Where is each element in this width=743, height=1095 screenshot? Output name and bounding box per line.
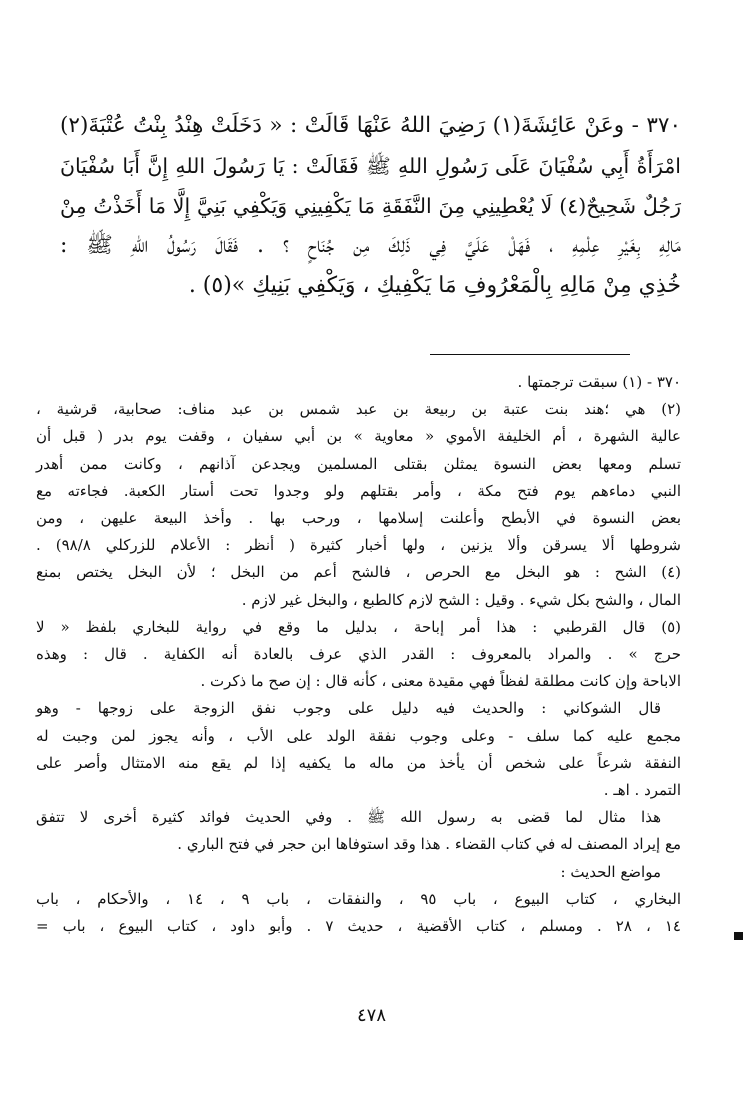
- footnote-line: قال الشوكاني : والحديث فيه دليل على وجوب نفق الزوجة على زوجها - وهو: [36, 699, 661, 718]
- footnote-line: (٢) هي ؛هند بنت عتبة بن ربيعة بن عبد شمس بن عبد مناف: صحابية، قرشية ،: [36, 400, 681, 419]
- hadith-line: امْرَأَةُ أَبِي سُفْيَانَ عَلَى رَسُولِ اللهِ ﷺ فَقَالَتْ : يَا رَسُولَ اللهِ إِنَّ أَبَا سُفْيَانَ: [60, 154, 681, 178]
- scan-edge-mark: [734, 932, 743, 940]
- hadith-line: مَالِهِ بِغَيْرِ عِلْمِهِ ، فَهَلْ عَلَيَّ فِي ذَلِكَ مِن جُنَاحٍ ؟ . فَقَالَ رَسُولُ اللهِ ﷺ :: [60, 233, 681, 258]
- hadith-text: [60, 106, 681, 306]
- footnote-line: مجمع عليه كما سلف - وعلى وجوب نفقة الولد على الأب ، وأنه يجوز لمن وجبت له: [36, 726, 681, 745]
- footnote-line: التمرد . اهـ .: [603, 781, 681, 800]
- footnote-line: هذا مثال لما قضى به رسول الله ﷺ . وفي الحديث فوائد كثيرة أخرى لا تتفق: [36, 808, 661, 827]
- footnote-line: ١٤ ، ٢٨ . ومسلم ، كتاب الأقضية ، حديث ٧ . وأبو داود ، كتاب البيوع ، باب =: [36, 917, 681, 936]
- hadith-line: رَجُلٌ شَحِيحٌ(٤) لَا يُعْطِينِي مِنَ النَّفَقَةِ مَا يَكْفِينِي وَيَكْفِي بَنِيَّ إِلَّا مَا أَخَذْتُ مِنْ: [60, 194, 681, 218]
- footnote-line: شروطها ألا يسرقن وألا يزنين ، ولها أخبار كثيرة ( أنظر : الأعلام للزركلي ٩٨/٨) .: [36, 536, 681, 555]
- footnote-line: مع إيراد المصنف له في كتاب القضاء . هذا وقد استوفاها ابن حجر في فتح الباري .: [177, 835, 681, 854]
- page-number: ٤٧٨: [356, 1005, 386, 1026]
- footnote-line: النبي دماءهم يوم فتح مكة ، وأمر بقتلهم ولو وجدوا تحت أستار الكعبة. فجاءته مع: [36, 481, 681, 500]
- footnotes: [36, 369, 681, 940]
- footnote-line: تسلم ومعها بعض النسوة يمثلن بقتلى المسلمين ويجدعن آذانهم ، وكانت ممن أهدر: [36, 454, 681, 473]
- footnote-line: البخاري ، كتاب البيوع ، باب ٩٥ ، والنفقات ، باب ٩ ، ١٤ ، والأحكام ، باب: [36, 889, 681, 908]
- footnote-line: (٥) قال القرطبي : هذا أمر إباحة ، بدليل ما وقع في رواية للبخاري بلفظ « لا: [36, 617, 681, 636]
- footnote-line: (٤) الشح : هو البخل مع الحرص ، فالشح أعم من البخل ؛ لأن البخل يختص بمنع: [36, 563, 681, 582]
- footnote-line: ٣٧٠ - (١) سبقت ترجمتها .: [517, 373, 681, 391]
- footnote-line: النفقة شرعاً على شخص أن يأخذ من ماله ما يكفيه إذا لم يقع منه الامتثال وأصر على: [36, 753, 681, 772]
- footnote-line: بعض النسوة في الأبطح وأعلنت إسلامها ، ورحب بها . وأخذ البيعة عليهن ، ومن: [36, 509, 681, 528]
- hadith-line: ٣٧٠ - وعَنْ عَائِشَةَ(١) رَضِيَ اللهُ عَنْهَا قَالَتْ : « دَخَلَتْ هِنْدُ بِنْتُ عُتْبَةَ(٢): [60, 113, 681, 138]
- footnote-divider: [430, 354, 630, 355]
- footnote-line: حرج » . والمراد بالمعروف : القدر الذي عرف بالعادة أنه الكفاية . قال : وهذه: [36, 645, 681, 664]
- footnote-line: مواضع الحديث :: [560, 862, 661, 881]
- hadith-line: خُذِي مِنْ مَالِهِ بِالْمَعْرُوفِ مَا يَكْفِيكِ ، وَيَكْفِي بَنِيكِ »(٥) .: [188, 273, 681, 298]
- footnote-line: عالية الشهرة ، أم الخليفة الأموي « معاوية » بن أبي سفيان ، وقفت يوم بدر ( قبل أن: [36, 427, 681, 446]
- footnote-line: الاباحة وإن كانت مطلقة لفظاً فهي مقيدة معنى ، كأنه قال : إن صح ما ذكرت .: [200, 672, 681, 691]
- footnote-line: المال ، والشح بكل شيء . وقيل : الشح لازم كالطبع ، والبخل غير لازم .: [241, 590, 681, 609]
